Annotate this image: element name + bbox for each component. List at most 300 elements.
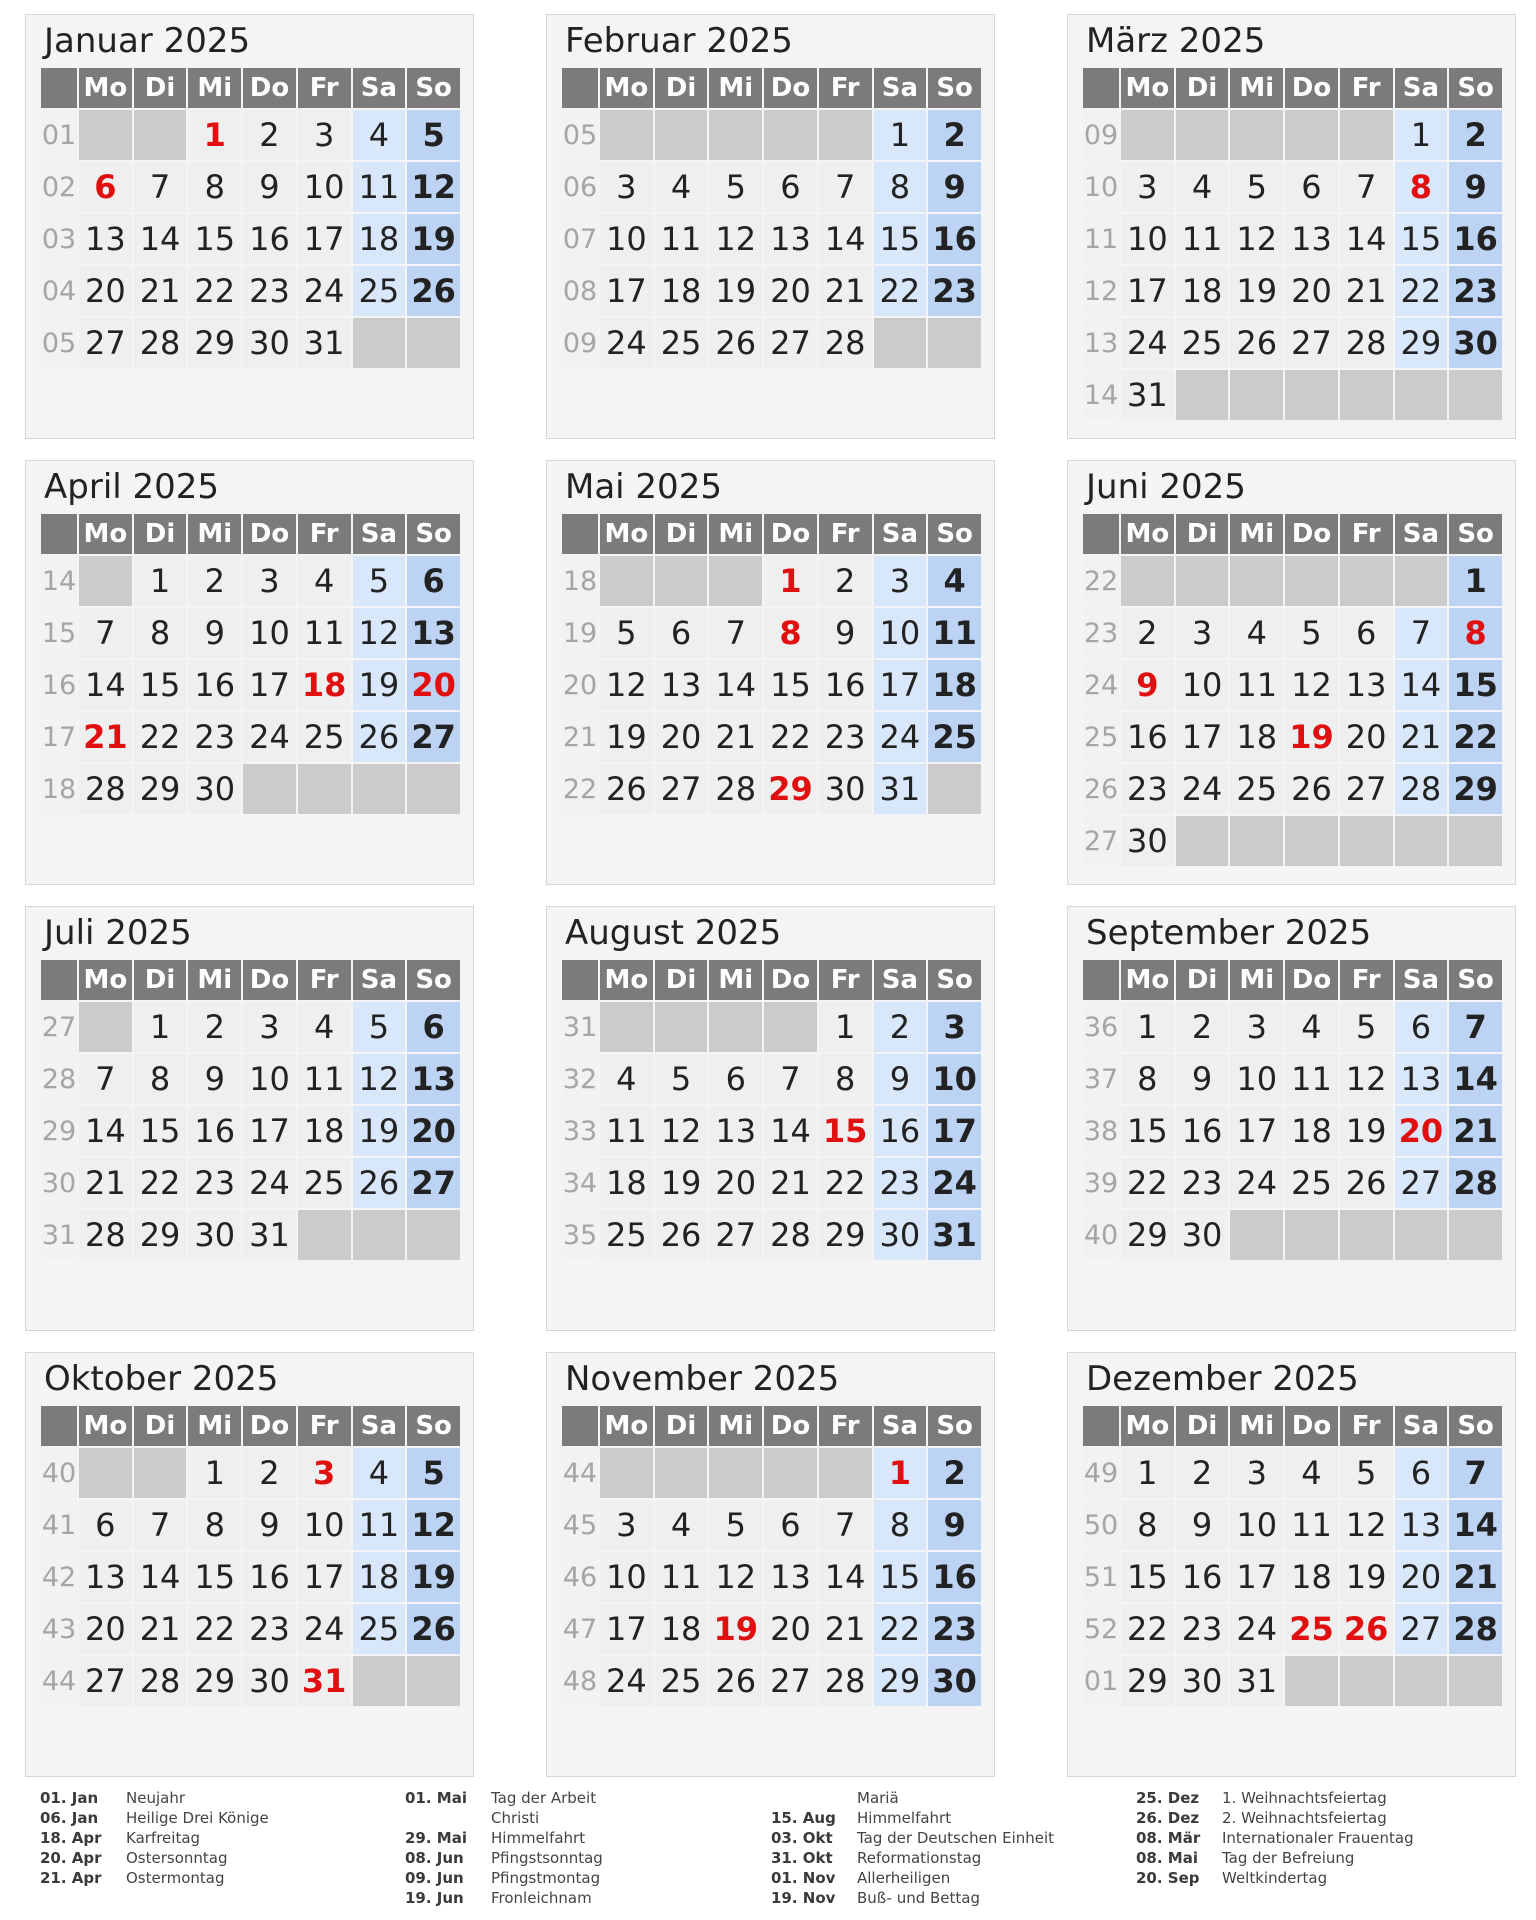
day-cell[interactable]: 23 [188, 712, 241, 762]
day-cell[interactable]: 24 [600, 318, 653, 368]
day-cell[interactable]: 21 [1340, 266, 1393, 316]
day-cell[interactable]: 2 [1176, 1002, 1229, 1052]
day-cell[interactable]: 12 [600, 660, 653, 710]
day-cell[interactable]: 21 [1449, 1552, 1502, 1602]
day-cell[interactable]: 30 [819, 764, 872, 814]
day-cell[interactable]: 27 [1395, 1604, 1448, 1654]
day-cell[interactable]: 3 [1176, 608, 1229, 658]
day-cell[interactable]: 3 [1230, 1002, 1283, 1052]
day-cell[interactable]: 12 [407, 1500, 460, 1550]
day-cell[interactable]: 11 [1285, 1054, 1338, 1104]
day-cell[interactable]: 13 [1395, 1054, 1448, 1104]
day-cell[interactable]: 18 [353, 1552, 406, 1602]
day-cell[interactable]: 19 [709, 1604, 762, 1654]
day-cell[interactable]: 20 [1395, 1106, 1448, 1156]
day-cell[interactable]: 3 [243, 556, 296, 606]
day-cell[interactable]: 6 [655, 608, 708, 658]
day-cell[interactable]: 30 [188, 1210, 241, 1260]
day-cell[interactable]: 3 [600, 1500, 653, 1550]
day-cell[interactable]: 16 [188, 1106, 241, 1156]
day-cell[interactable]: 23 [188, 1158, 241, 1208]
day-cell[interactable]: 27 [1395, 1158, 1448, 1208]
day-cell[interactable]: 15 [188, 1552, 241, 1602]
day-cell[interactable]: 2 [1449, 110, 1502, 160]
day-cell[interactable]: 12 [407, 162, 460, 212]
day-cell[interactable]: 25 [1230, 764, 1283, 814]
day-cell[interactable]: 14 [1340, 214, 1393, 264]
day-cell[interactable]: 9 [928, 162, 981, 212]
day-cell[interactable]: 23 [819, 712, 872, 762]
day-cell[interactable]: 4 [1285, 1448, 1338, 1498]
day-cell[interactable]: 10 [1176, 660, 1229, 710]
day-cell[interactable]: 17 [600, 266, 653, 316]
day-cell[interactable]: 2 [243, 1448, 296, 1498]
day-cell[interactable]: 10 [600, 1552, 653, 1602]
day-cell[interactable]: 9 [928, 1500, 981, 1550]
day-cell[interactable]: 30 [243, 318, 296, 368]
day-cell[interactable]: 14 [819, 1552, 872, 1602]
day-cell[interactable]: 6 [764, 1500, 817, 1550]
day-cell[interactable]: 11 [928, 608, 981, 658]
day-cell[interactable]: 21 [819, 1604, 872, 1654]
day-cell[interactable]: 22 [1395, 266, 1448, 316]
day-cell[interactable]: 7 [819, 162, 872, 212]
day-cell[interactable]: 2 [928, 110, 981, 160]
day-cell[interactable]: 25 [353, 266, 406, 316]
day-cell[interactable]: 1 [134, 556, 187, 606]
day-cell[interactable]: 7 [79, 608, 132, 658]
day-cell[interactable]: 8 [1449, 608, 1502, 658]
day-cell[interactable]: 27 [709, 1210, 762, 1260]
day-cell[interactable]: 23 [1449, 266, 1502, 316]
day-cell[interactable]: 31 [298, 1656, 351, 1706]
day-cell[interactable]: 5 [407, 110, 460, 160]
day-cell[interactable]: 13 [764, 214, 817, 264]
day-cell[interactable]: 15 [1121, 1552, 1174, 1602]
day-cell[interactable]: 19 [655, 1158, 708, 1208]
day-cell[interactable]: 14 [1449, 1500, 1502, 1550]
day-cell[interactable]: 1 [1395, 110, 1448, 160]
day-cell[interactable]: 18 [353, 214, 406, 264]
day-cell[interactable]: 20 [764, 1604, 817, 1654]
day-cell[interactable]: 16 [188, 660, 241, 710]
day-cell[interactable]: 16 [1121, 712, 1174, 762]
day-cell[interactable]: 24 [1121, 318, 1174, 368]
day-cell[interactable]: 18 [1176, 266, 1229, 316]
day-cell[interactable]: 22 [1121, 1604, 1174, 1654]
day-cell[interactable]: 22 [188, 1604, 241, 1654]
day-cell[interactable]: 24 [298, 266, 351, 316]
day-cell[interactable]: 22 [874, 1604, 927, 1654]
day-cell[interactable]: 5 [709, 1500, 762, 1550]
day-cell[interactable]: 6 [1340, 608, 1393, 658]
day-cell[interactable]: 19 [600, 712, 653, 762]
day-cell[interactable]: 5 [1340, 1002, 1393, 1052]
day-cell[interactable]: 17 [243, 660, 296, 710]
day-cell[interactable]: 9 [188, 608, 241, 658]
day-cell[interactable]: 29 [874, 1656, 927, 1706]
day-cell[interactable]: 10 [243, 1054, 296, 1104]
day-cell[interactable]: 17 [298, 1552, 351, 1602]
day-cell[interactable]: 24 [243, 1158, 296, 1208]
day-cell[interactable]: 10 [298, 162, 351, 212]
day-cell[interactable]: 4 [1176, 162, 1229, 212]
day-cell[interactable]: 9 [243, 162, 296, 212]
day-cell[interactable]: 31 [1230, 1656, 1283, 1706]
day-cell[interactable]: 31 [928, 1210, 981, 1260]
day-cell[interactable]: 5 [709, 162, 762, 212]
day-cell[interactable]: 20 [79, 1604, 132, 1654]
day-cell[interactable]: 24 [928, 1158, 981, 1208]
day-cell[interactable]: 13 [79, 1552, 132, 1602]
day-cell[interactable]: 4 [600, 1054, 653, 1104]
day-cell[interactable]: 27 [764, 318, 817, 368]
day-cell[interactable]: 27 [407, 712, 460, 762]
day-cell[interactable]: 16 [243, 214, 296, 264]
day-cell[interactable]: 30 [1121, 816, 1174, 866]
day-cell[interactable]: 11 [298, 1054, 351, 1104]
day-cell[interactable]: 10 [1230, 1500, 1283, 1550]
day-cell[interactable]: 22 [134, 712, 187, 762]
day-cell[interactable]: 29 [764, 764, 817, 814]
day-cell[interactable]: 2 [188, 556, 241, 606]
day-cell[interactable]: 28 [134, 318, 187, 368]
day-cell[interactable]: 26 [1340, 1158, 1393, 1208]
day-cell[interactable]: 3 [298, 1448, 351, 1498]
day-cell[interactable]: 18 [928, 660, 981, 710]
day-cell[interactable]: 26 [709, 318, 762, 368]
day-cell[interactable]: 2 [1176, 1448, 1229, 1498]
day-cell[interactable]: 4 [1285, 1002, 1338, 1052]
day-cell[interactable]: 8 [188, 1500, 241, 1550]
day-cell[interactable]: 26 [600, 764, 653, 814]
day-cell[interactable]: 22 [874, 266, 927, 316]
day-cell[interactable]: 5 [1285, 608, 1338, 658]
day-cell[interactable]: 12 [353, 608, 406, 658]
day-cell[interactable]: 17 [874, 660, 927, 710]
day-cell[interactable]: 24 [874, 712, 927, 762]
day-cell[interactable]: 22 [188, 266, 241, 316]
day-cell[interactable]: 17 [928, 1106, 981, 1156]
day-cell[interactable]: 19 [407, 1552, 460, 1602]
day-cell[interactable]: 5 [1230, 162, 1283, 212]
day-cell[interactable]: 20 [1395, 1552, 1448, 1602]
day-cell[interactable]: 4 [655, 162, 708, 212]
day-cell[interactable]: 21 [134, 1604, 187, 1654]
day-cell[interactable]: 15 [1121, 1106, 1174, 1156]
day-cell[interactable]: 8 [874, 1500, 927, 1550]
day-cell[interactable]: 15 [1395, 214, 1448, 264]
day-cell[interactable]: 7 [1340, 162, 1393, 212]
day-cell[interactable]: 19 [1285, 712, 1338, 762]
day-cell[interactable]: 10 [243, 608, 296, 658]
day-cell[interactable]: 11 [353, 162, 406, 212]
day-cell[interactable]: 20 [79, 266, 132, 316]
day-cell[interactable]: 24 [243, 712, 296, 762]
day-cell[interactable]: 31 [298, 318, 351, 368]
day-cell[interactable]: 27 [407, 1158, 460, 1208]
day-cell[interactable]: 26 [1340, 1604, 1393, 1654]
day-cell[interactable]: 3 [298, 110, 351, 160]
day-cell[interactable]: 9 [819, 608, 872, 658]
day-cell[interactable]: 22 [1121, 1158, 1174, 1208]
day-cell[interactable]: 12 [353, 1054, 406, 1104]
day-cell[interactable]: 16 [1176, 1106, 1229, 1156]
day-cell[interactable]: 11 [1230, 660, 1283, 710]
day-cell[interactable]: 7 [1449, 1002, 1502, 1052]
day-cell[interactable]: 26 [655, 1210, 708, 1260]
day-cell[interactable]: 30 [1176, 1656, 1229, 1706]
day-cell[interactable]: 4 [1230, 608, 1283, 658]
day-cell[interactable]: 6 [407, 1002, 460, 1052]
day-cell[interactable]: 14 [709, 660, 762, 710]
day-cell[interactable]: 19 [1340, 1552, 1393, 1602]
day-cell[interactable]: 15 [134, 660, 187, 710]
day-cell[interactable]: 14 [764, 1106, 817, 1156]
day-cell[interactable]: 13 [1340, 660, 1393, 710]
day-cell[interactable]: 2 [1121, 608, 1174, 658]
day-cell[interactable]: 18 [1230, 712, 1283, 762]
day-cell[interactable]: 1 [188, 110, 241, 160]
day-cell[interactable]: 28 [819, 1656, 872, 1706]
day-cell[interactable]: 25 [1285, 1158, 1338, 1208]
day-cell[interactable]: 28 [79, 1210, 132, 1260]
day-cell[interactable]: 28 [1395, 764, 1448, 814]
day-cell[interactable]: 24 [1176, 764, 1229, 814]
day-cell[interactable]: 13 [1285, 214, 1338, 264]
day-cell[interactable]: 25 [655, 1656, 708, 1706]
day-cell[interactable]: 18 [600, 1158, 653, 1208]
day-cell[interactable]: 12 [1230, 214, 1283, 264]
day-cell[interactable]: 5 [353, 1002, 406, 1052]
day-cell[interactable]: 19 [1230, 266, 1283, 316]
day-cell[interactable]: 26 [709, 1656, 762, 1706]
day-cell[interactable]: 26 [1285, 764, 1338, 814]
day-cell[interactable]: 20 [709, 1158, 762, 1208]
day-cell[interactable]: 22 [764, 712, 817, 762]
day-cell[interactable]: 5 [1340, 1448, 1393, 1498]
day-cell[interactable]: 23 [1176, 1604, 1229, 1654]
day-cell[interactable]: 28 [764, 1210, 817, 1260]
day-cell[interactable]: 3 [243, 1002, 296, 1052]
day-cell[interactable]: 11 [353, 1500, 406, 1550]
day-cell[interactable]: 24 [1230, 1604, 1283, 1654]
day-cell[interactable]: 5 [353, 556, 406, 606]
day-cell[interactable]: 7 [79, 1054, 132, 1104]
day-cell[interactable]: 25 [928, 712, 981, 762]
day-cell[interactable]: 29 [188, 1656, 241, 1706]
day-cell[interactable]: 8 [134, 608, 187, 658]
day-cell[interactable]: 18 [298, 1106, 351, 1156]
day-cell[interactable]: 27 [764, 1656, 817, 1706]
day-cell[interactable]: 29 [134, 764, 187, 814]
day-cell[interactable]: 6 [1395, 1448, 1448, 1498]
day-cell[interactable]: 23 [874, 1158, 927, 1208]
day-cell[interactable]: 13 [407, 608, 460, 658]
day-cell[interactable]: 30 [188, 764, 241, 814]
day-cell[interactable]: 8 [764, 608, 817, 658]
day-cell[interactable]: 27 [79, 318, 132, 368]
day-cell[interactable]: 23 [1121, 764, 1174, 814]
day-cell[interactable]: 12 [709, 1552, 762, 1602]
day-cell[interactable]: 9 [1176, 1054, 1229, 1104]
day-cell[interactable]: 5 [407, 1448, 460, 1498]
day-cell[interactable]: 25 [298, 1158, 351, 1208]
day-cell[interactable]: 21 [819, 266, 872, 316]
day-cell[interactable]: 28 [134, 1656, 187, 1706]
day-cell[interactable]: 30 [243, 1656, 296, 1706]
day-cell[interactable]: 28 [709, 764, 762, 814]
day-cell[interactable]: 7 [819, 1500, 872, 1550]
day-cell[interactable]: 12 [1340, 1500, 1393, 1550]
day-cell[interactable]: 29 [188, 318, 241, 368]
day-cell[interactable]: 1 [819, 1002, 872, 1052]
day-cell[interactable]: 25 [298, 712, 351, 762]
day-cell[interactable]: 5 [655, 1054, 708, 1104]
day-cell[interactable]: 23 [243, 266, 296, 316]
day-cell[interactable]: 7 [764, 1054, 817, 1104]
day-cell[interactable]: 13 [655, 660, 708, 710]
day-cell[interactable]: 13 [79, 214, 132, 264]
day-cell[interactable]: 25 [353, 1604, 406, 1654]
day-cell[interactable]: 13 [764, 1552, 817, 1602]
day-cell[interactable]: 5 [600, 608, 653, 658]
day-cell[interactable]: 28 [79, 764, 132, 814]
day-cell[interactable]: 30 [928, 1656, 981, 1706]
day-cell[interactable]: 9 [188, 1054, 241, 1104]
day-cell[interactable]: 17 [600, 1604, 653, 1654]
day-cell[interactable]: 8 [1121, 1054, 1174, 1104]
day-cell[interactable]: 1 [1449, 556, 1502, 606]
day-cell[interactable]: 29 [1121, 1656, 1174, 1706]
day-cell[interactable]: 11 [1176, 214, 1229, 264]
day-cell[interactable]: 19 [1340, 1106, 1393, 1156]
day-cell[interactable]: 6 [79, 1500, 132, 1550]
day-cell[interactable]: 9 [1449, 162, 1502, 212]
day-cell[interactable]: 2 [243, 110, 296, 160]
day-cell[interactable]: 16 [1176, 1552, 1229, 1602]
day-cell[interactable]: 16 [1449, 214, 1502, 264]
day-cell[interactable]: 30 [1449, 318, 1502, 368]
day-cell[interactable]: 10 [928, 1054, 981, 1104]
day-cell[interactable]: 26 [1230, 318, 1283, 368]
day-cell[interactable]: 22 [134, 1158, 187, 1208]
day-cell[interactable]: 11 [600, 1106, 653, 1156]
day-cell[interactable]: 16 [819, 660, 872, 710]
day-cell[interactable]: 1 [874, 110, 927, 160]
day-cell[interactable]: 4 [353, 110, 406, 160]
day-cell[interactable]: 27 [1340, 764, 1393, 814]
day-cell[interactable]: 19 [353, 660, 406, 710]
day-cell[interactable]: 12 [709, 214, 762, 264]
day-cell[interactable]: 12 [655, 1106, 708, 1156]
day-cell[interactable]: 6 [1395, 1002, 1448, 1052]
day-cell[interactable]: 15 [874, 214, 927, 264]
day-cell[interactable]: 4 [928, 556, 981, 606]
day-cell[interactable]: 2 [819, 556, 872, 606]
day-cell[interactable]: 16 [928, 1552, 981, 1602]
day-cell[interactable]: 23 [928, 1604, 981, 1654]
day-cell[interactable]: 7 [709, 608, 762, 658]
day-cell[interactable]: 7 [134, 1500, 187, 1550]
day-cell[interactable]: 3 [1121, 162, 1174, 212]
day-cell[interactable]: 1 [1121, 1448, 1174, 1498]
day-cell[interactable]: 2 [188, 1002, 241, 1052]
day-cell[interactable]: 25 [1285, 1604, 1338, 1654]
day-cell[interactable]: 24 [1230, 1158, 1283, 1208]
day-cell[interactable]: 4 [353, 1448, 406, 1498]
day-cell[interactable]: 9 [1121, 660, 1174, 710]
day-cell[interactable]: 2 [928, 1448, 981, 1498]
day-cell[interactable]: 11 [655, 1552, 708, 1602]
day-cell[interactable]: 1 [188, 1448, 241, 1498]
day-cell[interactable]: 18 [655, 1604, 708, 1654]
day-cell[interactable]: 15 [134, 1106, 187, 1156]
day-cell[interactable]: 28 [819, 318, 872, 368]
day-cell[interactable]: 21 [709, 712, 762, 762]
day-cell[interactable]: 10 [1121, 214, 1174, 264]
day-cell[interactable]: 31 [243, 1210, 296, 1260]
day-cell[interactable]: 23 [1176, 1158, 1229, 1208]
day-cell[interactable]: 24 [298, 1604, 351, 1654]
day-cell[interactable]: 30 [874, 1210, 927, 1260]
day-cell[interactable]: 27 [655, 764, 708, 814]
day-cell[interactable]: 6 [1285, 162, 1338, 212]
day-cell[interactable]: 15 [1449, 660, 1502, 710]
day-cell[interactable]: 16 [874, 1106, 927, 1156]
day-cell[interactable]: 10 [600, 214, 653, 264]
day-cell[interactable]: 3 [1230, 1448, 1283, 1498]
day-cell[interactable]: 15 [874, 1552, 927, 1602]
day-cell[interactable]: 14 [79, 1106, 132, 1156]
day-cell[interactable]: 17 [1230, 1106, 1283, 1156]
day-cell[interactable]: 14 [79, 660, 132, 710]
day-cell[interactable]: 16 [928, 214, 981, 264]
day-cell[interactable]: 23 [928, 266, 981, 316]
day-cell[interactable]: 11 [1285, 1500, 1338, 1550]
day-cell[interactable]: 17 [1121, 266, 1174, 316]
day-cell[interactable]: 14 [134, 214, 187, 264]
day-cell[interactable]: 17 [243, 1106, 296, 1156]
day-cell[interactable]: 21 [134, 266, 187, 316]
day-cell[interactable]: 11 [655, 214, 708, 264]
day-cell[interactable]: 29 [134, 1210, 187, 1260]
day-cell[interactable]: 25 [655, 318, 708, 368]
day-cell[interactable]: 14 [1395, 660, 1448, 710]
day-cell[interactable]: 1 [1121, 1002, 1174, 1052]
day-cell[interactable]: 6 [407, 556, 460, 606]
day-cell[interactable]: 7 [1449, 1448, 1502, 1498]
day-cell[interactable]: 24 [600, 1656, 653, 1706]
day-cell[interactable]: 9 [1176, 1500, 1229, 1550]
day-cell[interactable]: 26 [407, 1604, 460, 1654]
day-cell[interactable]: 8 [874, 162, 927, 212]
day-cell[interactable]: 18 [655, 266, 708, 316]
day-cell[interactable]: 30 [1176, 1210, 1229, 1260]
day-cell[interactable]: 8 [134, 1054, 187, 1104]
day-cell[interactable]: 15 [188, 214, 241, 264]
day-cell[interactable]: 21 [79, 1158, 132, 1208]
day-cell[interactable]: 13 [709, 1106, 762, 1156]
day-cell[interactable]: 14 [819, 214, 872, 264]
day-cell[interactable]: 16 [243, 1552, 296, 1602]
day-cell[interactable]: 10 [298, 1500, 351, 1550]
day-cell[interactable]: 31 [1121, 370, 1174, 420]
day-cell[interactable]: 19 [407, 214, 460, 264]
day-cell[interactable]: 1 [764, 556, 817, 606]
day-cell[interactable]: 29 [819, 1210, 872, 1260]
day-cell[interactable]: 27 [79, 1656, 132, 1706]
